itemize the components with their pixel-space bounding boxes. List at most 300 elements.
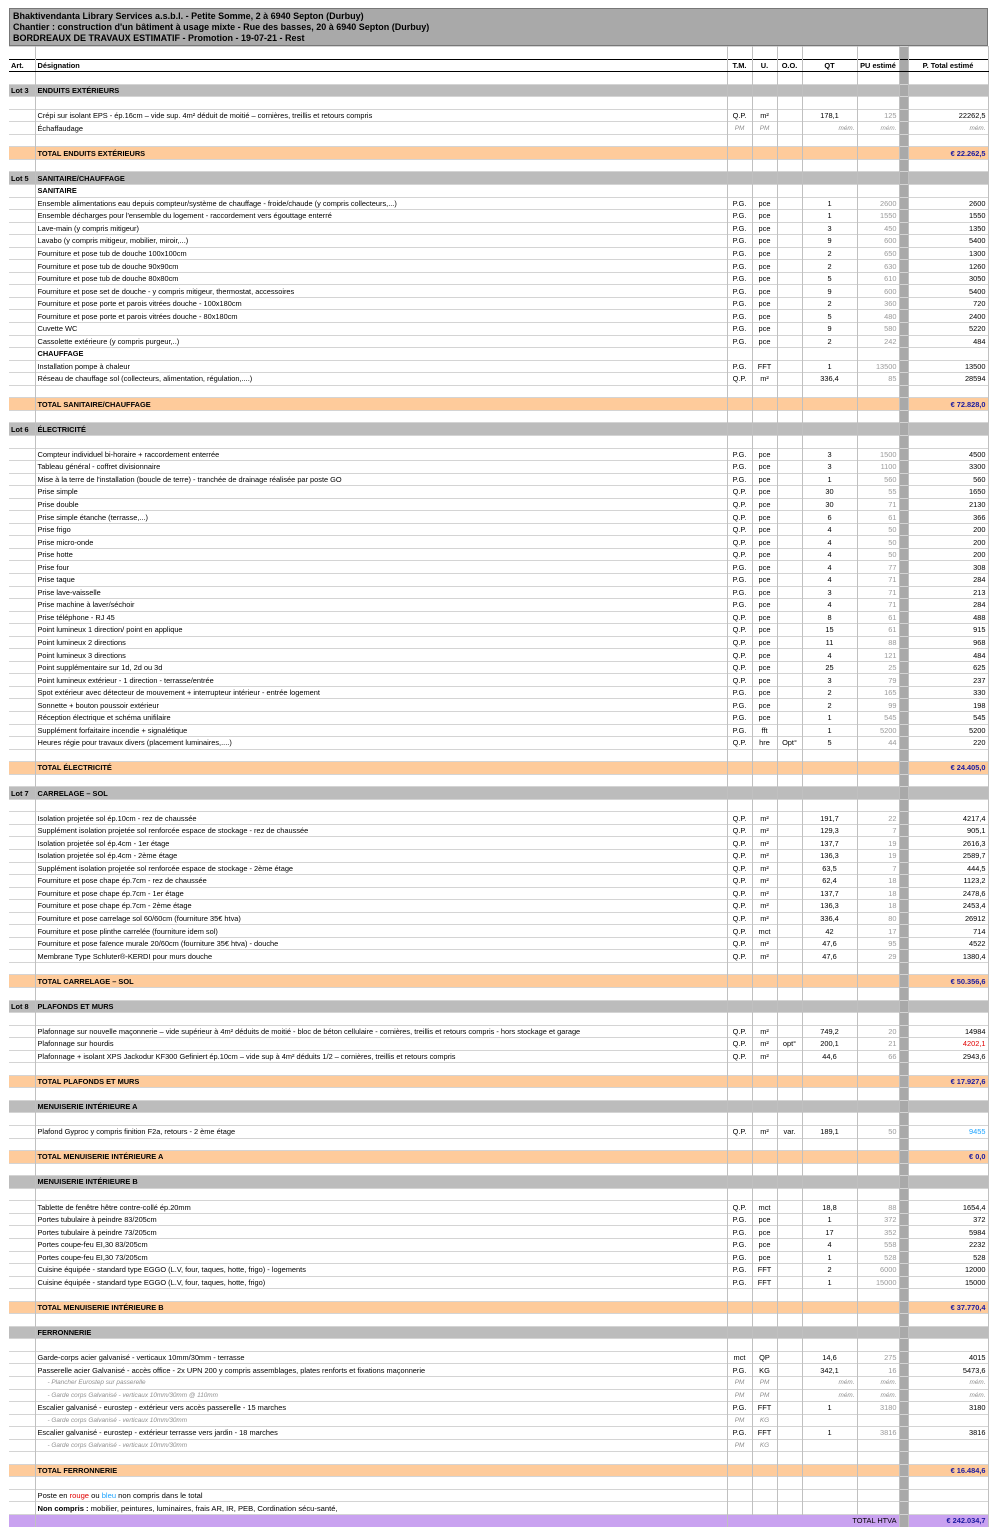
legend-row <box>9 1489 988 1502</box>
empty-cell <box>752 185 777 198</box>
empty-cell <box>9 799 35 812</box>
designation-cell: Compteur individuel bi-horaire + raccordement enterrée <box>35 448 727 461</box>
line-total-cell: 22262,5 <box>908 109 988 122</box>
designation-cell: Supplément forfaitaire incendie + signalétique <box>35 724 727 737</box>
tm-cell: Q.P. <box>727 611 752 624</box>
empty-cell <box>857 385 899 398</box>
empty-cell <box>727 185 752 198</box>
line-total-cell: 4522 <box>908 937 988 950</box>
legend-pre: Poste en <box>37 1491 70 1501</box>
art-cell <box>9 373 35 386</box>
unit-cell: pce <box>752 661 777 674</box>
art-cell <box>9 1264 35 1277</box>
spacer-row <box>9 962 988 975</box>
line-total-cell: 1650 <box>908 486 988 499</box>
art-cell <box>9 737 35 750</box>
unit-cell: m² <box>752 373 777 386</box>
section-total-value: € 16.484,6 <box>908 1464 988 1477</box>
line-item-row <box>9 912 988 925</box>
designation-cell: Point supplémentaire sur 1d, 2d ou 3d <box>35 661 727 674</box>
spacer-row <box>9 1138 988 1151</box>
line-total-cell: 12000 <box>908 1264 988 1277</box>
tm-cell: Q.P. <box>727 498 752 511</box>
spacer-row <box>9 1063 988 1076</box>
quantity-cell: 191,7 <box>802 812 857 825</box>
empty-cell <box>908 84 988 97</box>
unit-price-cell: 50 <box>857 536 899 549</box>
column-gap <box>899 1489 908 1502</box>
empty-cell <box>752 1013 777 1026</box>
quantity-cell: mém. <box>802 122 857 135</box>
unit-cell: pce <box>752 523 777 536</box>
quantity-cell: 18,8 <box>802 1201 857 1214</box>
art-cell <box>9 1126 35 1139</box>
empty-cell <box>35 1289 727 1302</box>
empty-cell <box>908 1502 988 1515</box>
quantity-cell: 336,4 <box>802 912 857 925</box>
quantity-cell: 9 <box>802 323 857 336</box>
art-cell <box>9 887 35 900</box>
empty-cell <box>908 1489 988 1502</box>
section-total-label: TOTAL CARRELAGE – SOL <box>35 975 727 988</box>
column-gap <box>899 1038 908 1051</box>
tm-cell: Q.P. <box>727 862 752 875</box>
empty-cell <box>802 172 857 185</box>
line-item-row <box>9 737 988 750</box>
unit-cell: pce <box>752 461 777 474</box>
empty-cell <box>727 1100 752 1113</box>
empty-cell <box>802 72 857 85</box>
column-gap <box>899 1151 908 1164</box>
spacer-row <box>9 435 988 448</box>
art-cell <box>9 812 35 825</box>
designation-cell: Ensemble décharges pour l'ensemble du logement - raccordement vers égouttage enterré <box>35 210 727 223</box>
legend-red-word: rouge <box>69 1491 90 1501</box>
empty-cell <box>802 159 857 172</box>
empty-cell <box>802 1289 857 1302</box>
estimate-sheet <box>9 8 988 1527</box>
empty-cell <box>727 799 752 812</box>
empty-cell <box>802 97 857 110</box>
empty-cell <box>752 1314 777 1327</box>
quantity-cell: 2 <box>802 260 857 273</box>
quantity-cell: 9 <box>802 285 857 298</box>
line-total-cell: 560 <box>908 473 988 486</box>
empty-cell <box>857 975 899 988</box>
empty-cell <box>777 398 802 411</box>
column-gap <box>899 473 908 486</box>
lot-title: FERRONNERIE <box>35 1326 727 1339</box>
tm-cell: P.G. <box>727 272 752 285</box>
column-gap <box>899 812 908 825</box>
oo-cell <box>777 1025 802 1038</box>
line-item-row <box>9 711 988 724</box>
line-total-cell: 915 <box>908 624 988 637</box>
line-total-cell: 2400 <box>908 310 988 323</box>
empty-cell <box>752 1464 777 1477</box>
tm-cell: Q.P. <box>727 674 752 687</box>
empty-cell <box>727 1289 752 1302</box>
tm-cell: PM <box>727 1376 752 1389</box>
designation-cell: Spot extérieur avec détecteur de mouvement + interrupteur intérieur - entrée logement <box>35 686 727 699</box>
empty-cell <box>777 1063 802 1076</box>
empty-cell <box>35 385 727 398</box>
art-cell <box>9 285 35 298</box>
line-item-row <box>9 1226 988 1239</box>
exclusions-label: Non compris : <box>37 1503 89 1513</box>
unit-price-cell: 558 <box>857 1238 899 1251</box>
lot-number: Lot 3 <box>9 84 35 97</box>
quantity-cell: 129,3 <box>802 824 857 837</box>
column-gap <box>899 360 908 373</box>
art-cell <box>9 950 35 963</box>
line-total-cell: 5984 <box>908 1226 988 1239</box>
art-cell <box>9 210 35 223</box>
lot-number: Lot 5 <box>9 172 35 185</box>
quantity-cell: 25 <box>802 661 857 674</box>
art-cell <box>9 122 35 135</box>
line-item-row <box>9 285 988 298</box>
designation-cell: Portes coupe-feu EI,30 83/205cm <box>35 1238 727 1251</box>
oo-cell <box>777 197 802 210</box>
empty-cell <box>777 1477 802 1490</box>
tm-cell: PM <box>727 122 752 135</box>
empty-cell <box>908 348 988 361</box>
oo-cell <box>777 235 802 248</box>
column-gap <box>899 1264 908 1277</box>
oo-cell <box>777 210 802 223</box>
empty-cell <box>802 1339 857 1352</box>
empty-cell <box>777 147 802 160</box>
designation-cell: Lavabo (y compris mitigeur, mobilier, miroir,...) <box>35 235 727 248</box>
empty-cell <box>777 749 802 762</box>
header-line-company: Bhaktivendanta Library Services a.s.b.l. - Petite Somme, 2 à 6940 Septon (Durbuy) <box>13 11 364 21</box>
tm-cell: PM <box>727 1439 752 1452</box>
estimate-table <box>9 46 989 1527</box>
unit-price-cell: 50 <box>857 523 899 536</box>
lot-header-row <box>9 172 988 185</box>
unit-price-cell: 7 <box>857 824 899 837</box>
oo-cell <box>777 950 802 963</box>
empty-cell <box>727 1138 752 1151</box>
lot-title: ÉLECTRICITÉ <box>35 423 727 436</box>
tm-cell: P.G. <box>727 323 752 336</box>
subsection-row <box>9 348 988 361</box>
oo-cell <box>777 912 802 925</box>
empty-cell <box>9 385 35 398</box>
unit-price-cell: 44 <box>857 737 899 750</box>
empty-cell <box>908 185 988 198</box>
unit-price-cell: 71 <box>857 586 899 599</box>
column-gap <box>899 1464 908 1477</box>
tm-cell: P.G. <box>727 1251 752 1264</box>
empty-cell <box>752 1100 777 1113</box>
empty-cell <box>802 1075 857 1088</box>
designation-cell: Prise machine à laver/séchoir <box>35 599 727 612</box>
empty-cell <box>857 1301 899 1314</box>
empty-cell <box>727 84 752 97</box>
empty-cell <box>802 1314 857 1327</box>
art-cell <box>9 674 35 687</box>
quantity-cell: 3 <box>802 222 857 235</box>
lot-title: MENUISERIE INTÉRIEURE A <box>35 1100 727 1113</box>
quantity-cell: 137,7 <box>802 887 857 900</box>
quantity-cell: 1 <box>802 711 857 724</box>
quantity-cell: 189,1 <box>802 1126 857 1139</box>
tm-cell: Q.P. <box>727 824 752 837</box>
empty-cell <box>9 97 35 110</box>
unit-price-cell: 352 <box>857 1226 899 1239</box>
empty-cell <box>752 1075 777 1088</box>
empty-cell <box>9 1339 35 1352</box>
unit-price-cell: 88 <box>857 1201 899 1214</box>
column-gap <box>899 1163 908 1176</box>
quantity-cell: 136,3 <box>802 850 857 863</box>
empty-cell <box>727 1489 752 1502</box>
column-gap <box>899 1201 908 1214</box>
empty-cell <box>35 1188 727 1201</box>
section-total-value: € 17.927,6 <box>908 1075 988 1088</box>
empty-cell <box>857 1489 899 1502</box>
tm-cell: Q.P. <box>727 661 752 674</box>
unit-cell: pce <box>752 686 777 699</box>
line-item-row <box>9 1038 988 1051</box>
unit-price-cell: 18 <box>857 900 899 913</box>
quantity-cell: 2 <box>802 247 857 260</box>
line-total-cell: 26912 <box>908 912 988 925</box>
unit-price-cell: 61 <box>857 624 899 637</box>
quantity-cell: 4 <box>802 548 857 561</box>
line-total-cell: 372 <box>908 1213 988 1226</box>
oo-cell <box>777 1226 802 1239</box>
empty-cell <box>752 762 777 775</box>
line-item-row <box>9 448 988 461</box>
art-cell <box>9 1376 35 1389</box>
header-line-title: BORDREAUX DE TRAVAUX ESTIMATIF - Promotion - 19-07-21 - Rest <box>13 33 305 43</box>
lot-title: ENDUITS EXTÉRIEURS <box>35 84 727 97</box>
line-item-row <box>9 1264 988 1277</box>
empty-cell <box>752 1477 777 1490</box>
oo-cell <box>777 511 802 524</box>
unit-price-cell: 20 <box>857 1025 899 1038</box>
empty-cell <box>857 84 899 97</box>
empty-cell <box>802 962 857 975</box>
oo-cell <box>777 699 802 712</box>
oo-cell <box>777 360 802 373</box>
quantity-cell: mém. <box>802 1376 857 1389</box>
oo-cell <box>777 900 802 913</box>
unit-price-cell: 480 <box>857 310 899 323</box>
art-cell <box>9 862 35 875</box>
empty-cell <box>752 159 777 172</box>
column-gap <box>899 448 908 461</box>
empty-cell <box>35 988 727 1001</box>
oo-cell <box>777 1389 802 1402</box>
empty-cell <box>752 410 777 423</box>
empty-cell <box>908 749 988 762</box>
column-gap <box>899 962 908 975</box>
tm-cell: Q.P. <box>727 837 752 850</box>
column-gap <box>899 1100 908 1113</box>
quantity-cell: 1 <box>802 1213 857 1226</box>
line-total-cell: 15000 <box>908 1276 988 1289</box>
empty-cell <box>908 1289 988 1302</box>
lot-header-row <box>9 1326 988 1339</box>
line-item-row <box>9 636 988 649</box>
line-item-row <box>9 699 988 712</box>
section-total-value: € 72.828,0 <box>908 398 988 411</box>
empty-cell <box>857 134 899 147</box>
empty-cell <box>35 1477 727 1490</box>
column-gap <box>899 398 908 411</box>
oo-cell <box>777 310 802 323</box>
lot-title: PLAFONDS ET MURS <box>35 1000 727 1013</box>
line-item-row <box>9 511 988 524</box>
empty-cell <box>727 1464 752 1477</box>
designation-cell: - Plancher Eurostep sur passerelle <box>35 1376 727 1389</box>
empty-cell <box>752 1502 777 1515</box>
quantity-cell: 63,5 <box>802 862 857 875</box>
empty-cell <box>802 398 857 411</box>
column-gap <box>899 1088 908 1101</box>
designation-cell: Heures régie pour travaux divers (placement luminaires,....) <box>35 737 727 750</box>
designation-cell: - Garde corps Galvanisé - verticaux 10mm/30mm <box>35 1414 727 1427</box>
unit-cell: FFT <box>752 1427 777 1440</box>
column-gap <box>899 185 908 198</box>
art-cell <box>9 1226 35 1239</box>
empty-cell <box>777 975 802 988</box>
line-item-row <box>9 686 988 699</box>
quantity-cell: 1 <box>802 1402 857 1415</box>
designation-cell: - Garde corps Galvanisé - verticaux 10mm/30mm <box>35 1439 727 1452</box>
empty-cell <box>727 147 752 160</box>
empty-cell <box>727 1151 752 1164</box>
oo-cell <box>777 561 802 574</box>
column-gap <box>899 1389 908 1402</box>
unit-price-cell: 242 <box>857 335 899 348</box>
unit-price-cell: mém. <box>857 1389 899 1402</box>
designation-cell: Passerelle acier Galvanisé - accès office - 2x UPN 200 y compris assemblages, plates renforts et fixations maçonnerie <box>35 1364 727 1377</box>
empty-cell <box>727 1301 752 1314</box>
unit-cell: pce <box>752 222 777 235</box>
tm-cell: Q.P. <box>727 1201 752 1214</box>
unit-cell: pce <box>752 561 777 574</box>
empty-cell <box>908 1188 988 1201</box>
line-item-row <box>9 850 988 863</box>
spacer-row <box>9 1188 988 1201</box>
empty-cell <box>802 1013 857 1026</box>
column-gap <box>899 1138 908 1151</box>
tm-cell: P.G. <box>727 1364 752 1377</box>
line-total-cell: 4202,1 <box>908 1038 988 1051</box>
designation-cell: Cuisine équipée - standard type EGGO (L.V, four, taques, hotte, frigo) <box>35 1276 727 1289</box>
column-gap <box>899 1126 908 1139</box>
empty-cell <box>857 1075 899 1088</box>
art-cell <box>9 599 35 612</box>
tm-cell: P.G. <box>727 1402 752 1415</box>
empty-cell <box>802 1176 857 1189</box>
designation-cell: Supplément isolation projetée sol renforcée espace de stockage - rez de chaussée <box>35 824 727 837</box>
designation-cell: Mise à la terre de l'installation (boucle de terre) - tranchée de drainage réalisée par poste GO <box>35 473 727 486</box>
art-cell <box>9 699 35 712</box>
line-total-cell: 28594 <box>908 373 988 386</box>
unit-price-cell: 630 <box>857 260 899 273</box>
empty-cell <box>777 1339 802 1352</box>
quantity-cell: 178,1 <box>802 109 857 122</box>
unit-cell: m² <box>752 837 777 850</box>
column-gap <box>899 737 908 750</box>
oo-cell <box>777 674 802 687</box>
empty-cell <box>752 749 777 762</box>
empty-cell <box>777 762 802 775</box>
designation-cell: Cassolette extérieure (y compris purgeur,..) <box>35 335 727 348</box>
unit-price-cell <box>857 1439 899 1452</box>
column-gap <box>899 1402 908 1415</box>
quantity-cell: 4 <box>802 523 857 536</box>
oo-cell <box>777 711 802 724</box>
line-item-row <box>9 599 988 612</box>
empty-cell <box>752 1163 777 1176</box>
empty-cell <box>9 134 35 147</box>
line-total-cell: 2232 <box>908 1238 988 1251</box>
unit-cell: KG <box>752 1364 777 1377</box>
line-total-cell: 545 <box>908 711 988 724</box>
unit-cell: hre <box>752 737 777 750</box>
line-total-cell: 2453,4 <box>908 900 988 913</box>
empty-cell <box>752 1489 777 1502</box>
column-gap <box>899 611 908 624</box>
line-total-cell: 2589,7 <box>908 850 988 863</box>
oo-cell <box>777 925 802 938</box>
empty-cell <box>908 385 988 398</box>
empty-cell <box>9 72 35 85</box>
column-gap <box>899 1113 908 1126</box>
empty-cell <box>727 1000 752 1013</box>
legend-note <box>35 1489 727 1502</box>
empty-cell <box>35 1314 727 1327</box>
legend-blue-word: bleu <box>101 1491 117 1501</box>
column-gap <box>899 197 908 210</box>
designation-cell: Réseau de chauffage sol (collecteurs, alimentation, régulation,....) <box>35 373 727 386</box>
quantity-cell: 136,3 <box>802 900 857 913</box>
empty-cell <box>752 799 777 812</box>
unit-price-cell: 1550 <box>857 210 899 223</box>
unit-cell: pce <box>752 548 777 561</box>
column-gap <box>899 1351 908 1364</box>
quantity-cell: 4 <box>802 599 857 612</box>
line-total-cell: 1260 <box>908 260 988 273</box>
empty-cell <box>9 1188 35 1201</box>
unit-price-cell: 80 <box>857 912 899 925</box>
oo-cell <box>777 523 802 536</box>
unit-price-cell: 19 <box>857 850 899 863</box>
line-total-cell: 213 <box>908 586 988 599</box>
exclusions-text: mobilier, peintures, luminaires, frais AR, IR, PEB, Cordination sécu-santé, <box>88 1503 338 1513</box>
section-total-row <box>9 975 988 988</box>
unit-price-cell: 165 <box>857 686 899 699</box>
empty-cell <box>9 1075 35 1088</box>
empty-cell <box>777 172 802 185</box>
unit-cell: pce <box>752 699 777 712</box>
quantity-cell: 5 <box>802 272 857 285</box>
lot-number <box>9 1176 35 1189</box>
empty-cell <box>908 988 988 1001</box>
empty-cell <box>857 97 899 110</box>
line-item-row <box>9 875 988 888</box>
unit-price-cell: 71 <box>857 599 899 612</box>
unit-price-cell: 16 <box>857 1364 899 1377</box>
line-item-row <box>9 624 988 637</box>
